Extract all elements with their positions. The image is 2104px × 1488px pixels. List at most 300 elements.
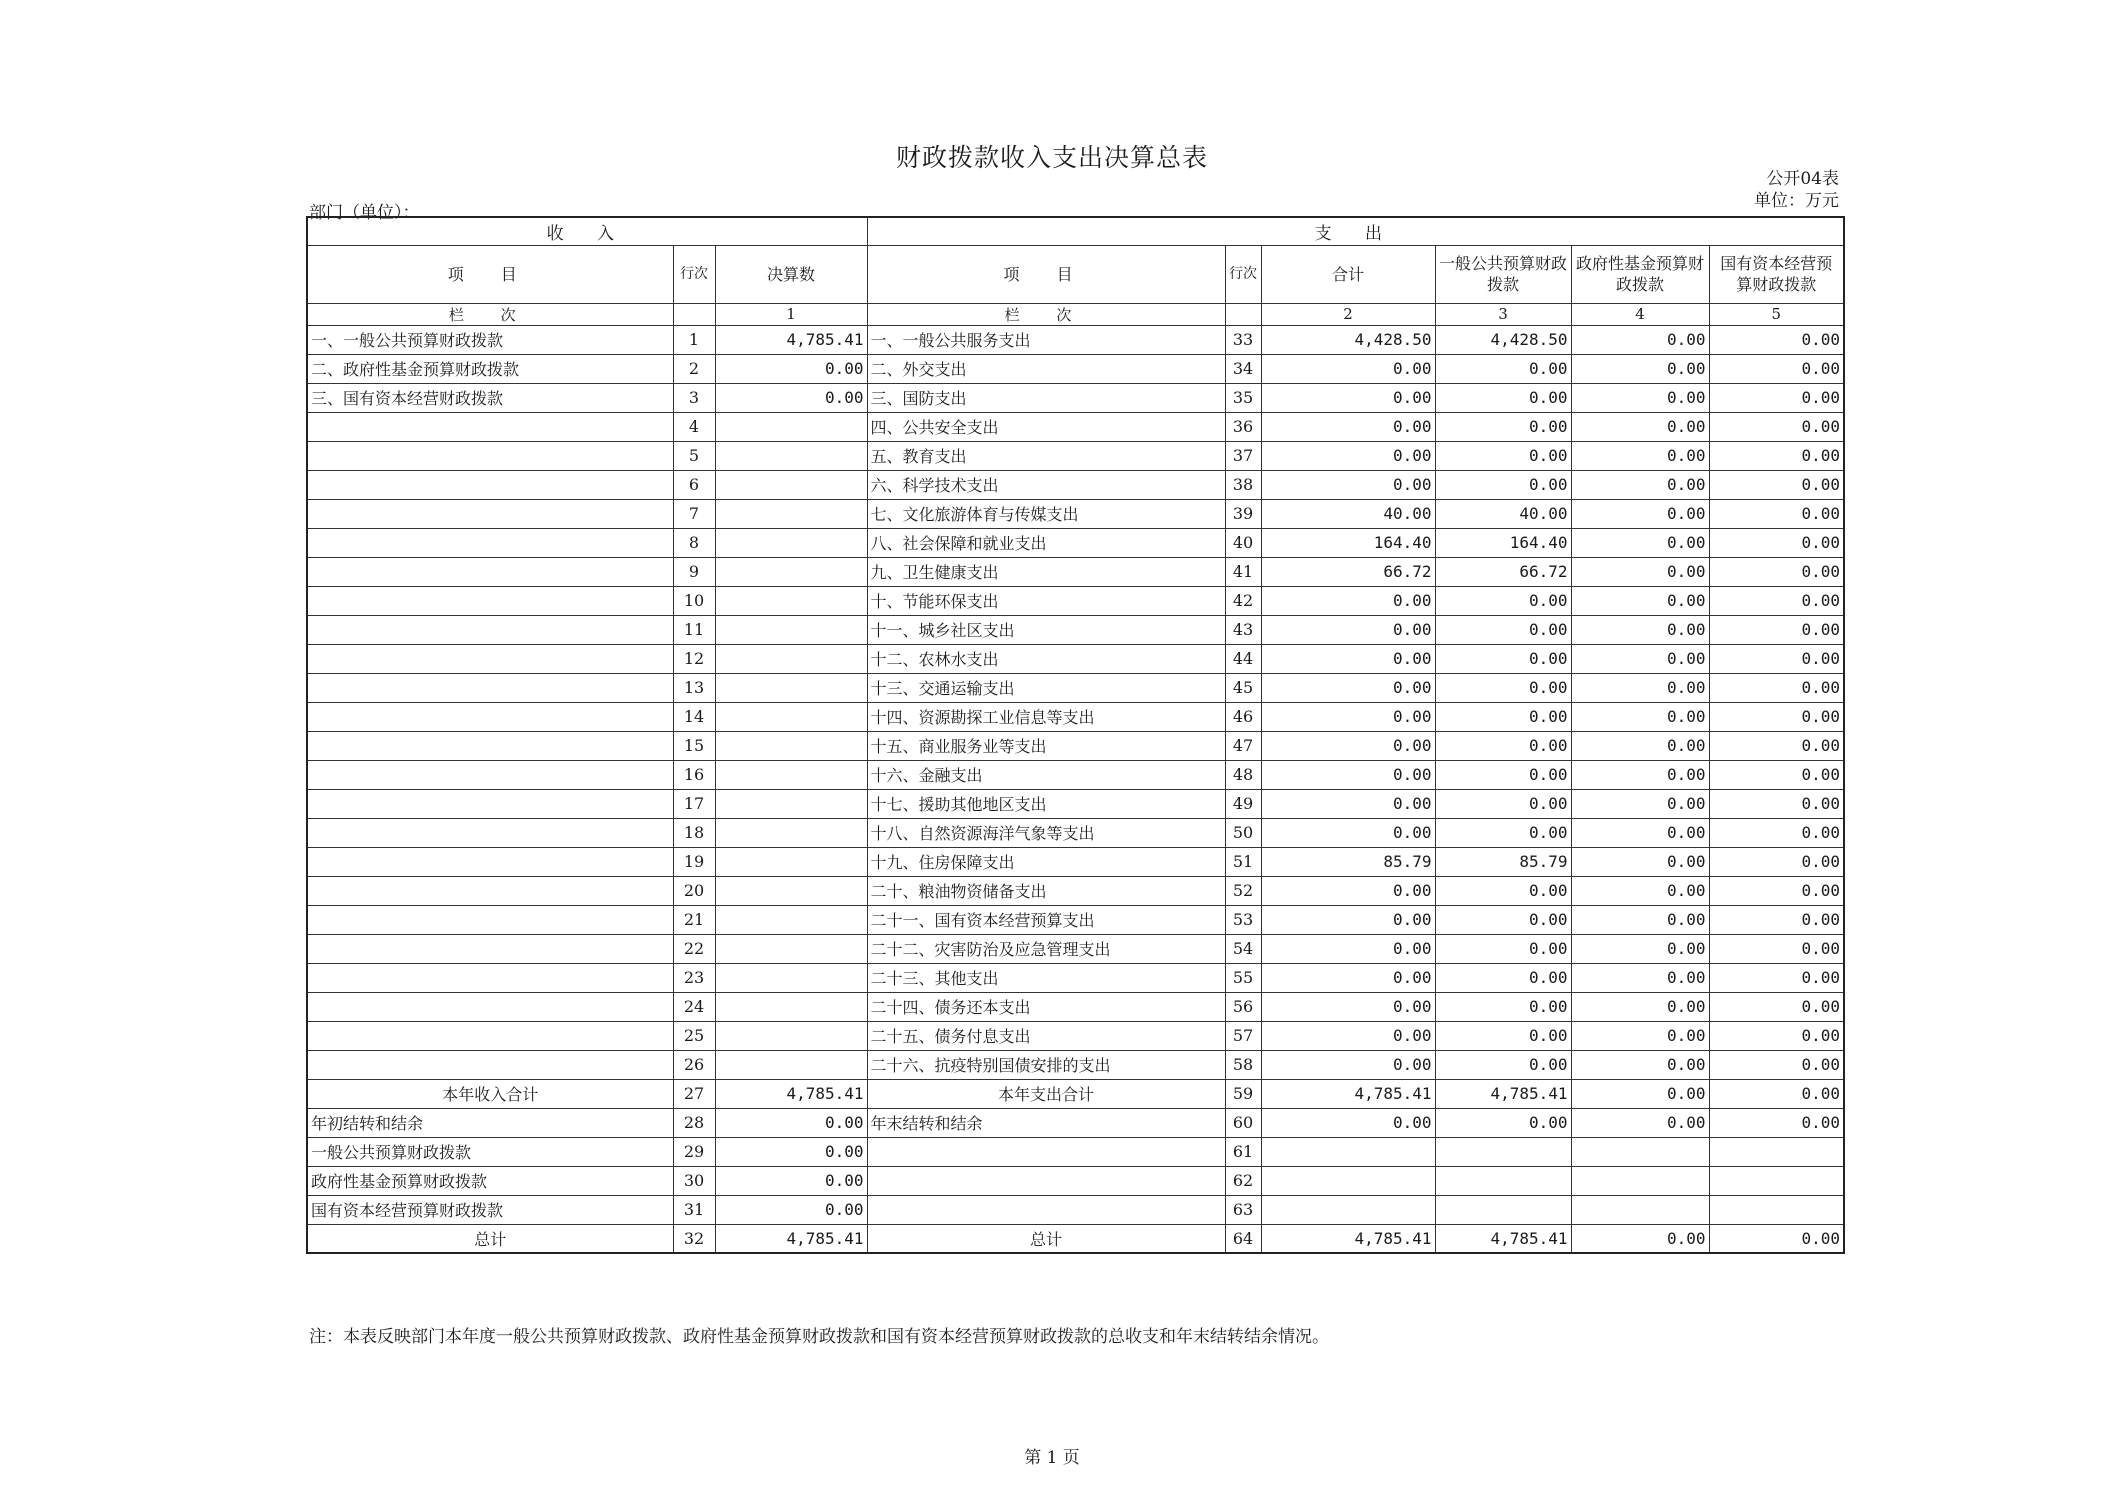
income-item-cell: 本年收入合计 [307, 1079, 673, 1108]
expense-item-cell: 十五、商业服务业等支出 [867, 731, 1225, 760]
income-row-number: 16 [673, 760, 715, 789]
expense-total: 0.00 [1261, 702, 1435, 731]
expense-item-cell: 二十三、其他支出 [867, 963, 1225, 992]
general-budget-amount [1435, 1166, 1571, 1195]
expense-total: 0.00 [1261, 818, 1435, 847]
expense-item-cell: 二十二、灾害防治及应急管理支出 [867, 934, 1225, 963]
state-capital-amount: 0.00 [1709, 383, 1844, 412]
general-budget-amount: 0.00 [1435, 441, 1571, 470]
general-budget-amount: 0.00 [1435, 963, 1571, 992]
expense-item-cell: 七、文化旅游体育与传媒支出 [867, 499, 1225, 528]
income-item-cell: 政府性基金预算财政拨款 [307, 1166, 673, 1195]
expense-row-number: 41 [1225, 557, 1261, 586]
income-row-number: 21 [673, 905, 715, 934]
income-row-number: 9 [673, 557, 715, 586]
table-row [307, 673, 1844, 702]
income-row-number: 7 [673, 499, 715, 528]
general-budget-amount: 0.00 [1435, 760, 1571, 789]
income-item-cell [307, 615, 673, 644]
expense-total: 0.00 [1261, 876, 1435, 905]
income-row-number: 8 [673, 528, 715, 557]
gov-fund-amount: 0.00 [1571, 354, 1709, 383]
state-capital-amount: 0.00 [1709, 1224, 1844, 1253]
gov-fund-amount: 0.00 [1571, 905, 1709, 934]
table-row [307, 905, 1844, 934]
expense-item-cell: 八、社会保障和就业支出 [867, 528, 1225, 557]
income-amount [715, 615, 867, 644]
state-capital-amount: 0.00 [1709, 963, 1844, 992]
expense-total [1261, 1166, 1435, 1195]
expense-item-cell: 九、卫生健康支出 [867, 557, 1225, 586]
gov-fund-amount: 0.00 [1571, 1224, 1709, 1253]
state-capital-amount: 0.00 [1709, 702, 1844, 731]
expense-row-number: 38 [1225, 470, 1261, 499]
table-row [307, 702, 1844, 731]
expense-item-cell: 总计 [867, 1224, 1225, 1253]
income-item-cell: 三、国有资本经营财政拨款 [307, 383, 673, 412]
state-capital-amount: 0.00 [1709, 325, 1844, 354]
income-amount [715, 731, 867, 760]
expense-total: 0.00 [1261, 586, 1435, 615]
income-item-cell: 年初结转和结余 [307, 1108, 673, 1137]
table-row [307, 615, 1844, 644]
income-amount: 0.00 [715, 1195, 867, 1224]
income-amount [715, 557, 867, 586]
income-row-number: 6 [673, 470, 715, 499]
income-item-cell [307, 412, 673, 441]
income-item-cell [307, 557, 673, 586]
table-row [307, 1137, 1844, 1166]
income-rowno-header: 行次 [673, 245, 715, 303]
table-row [307, 441, 1844, 470]
final-amount-header: 决算数 [715, 245, 867, 303]
general-budget-amount: 0.00 [1435, 586, 1571, 615]
state-capital-amount [1709, 1137, 1844, 1166]
income-item-cell [307, 441, 673, 470]
general-budget-amount: 0.00 [1435, 673, 1571, 702]
general-budget-amount: 4,785.41 [1435, 1224, 1571, 1253]
income-row-number: 20 [673, 876, 715, 905]
general-budget-amount [1435, 1137, 1571, 1166]
income-item-cell [307, 1050, 673, 1079]
gov-fund-amount: 0.00 [1571, 1050, 1709, 1079]
expense-item-cell: 十四、资源勘探工业信息等支出 [867, 702, 1225, 731]
expense-total: 0.00 [1261, 441, 1435, 470]
expense-item-cell: 十、节能环保支出 [867, 586, 1225, 615]
department-label: 部门（单位）： [309, 203, 420, 223]
gov-fund-amount: 0.00 [1571, 615, 1709, 644]
expense-total: 4,428.50 [1261, 325, 1435, 354]
table-row [307, 1224, 1844, 1253]
table-row [307, 586, 1844, 615]
expense-total: 0.00 [1261, 470, 1435, 499]
state-capital-amount: 0.00 [1709, 615, 1844, 644]
income-amount [715, 847, 867, 876]
gov-fund-amount: 0.00 [1571, 963, 1709, 992]
state-capital-amount: 0.00 [1709, 470, 1844, 499]
general-budget-amount: 4,785.41 [1435, 1079, 1571, 1108]
income-item-cell [307, 760, 673, 789]
expense-total: 0.00 [1261, 789, 1435, 818]
expense-total: 0.00 [1261, 644, 1435, 673]
general-budget-amount: 0.00 [1435, 876, 1571, 905]
state-capital-header: 国有资本经营预算财政拨款 [1709, 245, 1844, 303]
income-amount: 4,785.41 [715, 325, 867, 354]
state-capital-amount: 0.00 [1709, 673, 1844, 702]
income-amount [715, 818, 867, 847]
income-amount: 0.00 [715, 354, 867, 383]
table-row [307, 992, 1844, 1021]
expense-row-number: 56 [1225, 992, 1261, 1021]
income-amount [715, 528, 867, 557]
gov-fund-amount: 0.00 [1571, 1079, 1709, 1108]
table-row [307, 354, 1844, 383]
expense-row-number: 54 [1225, 934, 1261, 963]
gov-fund-amount: 0.00 [1571, 499, 1709, 528]
expense-item-cell: 十二、农林水支出 [867, 644, 1225, 673]
income-amount [715, 586, 867, 615]
general-budget-amount: 0.00 [1435, 905, 1571, 934]
expense-total: 40.00 [1261, 499, 1435, 528]
expense-total [1261, 1195, 1435, 1224]
general-budget-amount: 0.00 [1435, 731, 1571, 760]
gov-fund-amount: 0.00 [1571, 934, 1709, 963]
expense-row-number: 48 [1225, 760, 1261, 789]
page-number: 第 1 页 [1024, 1448, 1080, 1468]
income-item-cell [307, 876, 673, 905]
column-index-4: 4 [1571, 303, 1709, 325]
gov-fund-amount: 0.00 [1571, 992, 1709, 1021]
expense-total: 0.00 [1261, 354, 1435, 383]
expense-item-cell: 一、一般公共服务支出 [867, 325, 1225, 354]
expense-row-number: 53 [1225, 905, 1261, 934]
income-item-cell [307, 905, 673, 934]
expense-item-cell: 本年支出合计 [867, 1079, 1225, 1108]
income-item-cell [307, 702, 673, 731]
income-row-number: 12 [673, 644, 715, 673]
gov-fund-header: 政府性基金预算财政拨款 [1571, 245, 1709, 303]
state-capital-amount: 0.00 [1709, 412, 1844, 441]
income-item-cell [307, 731, 673, 760]
table-row [307, 934, 1844, 963]
income-row-number: 18 [673, 818, 715, 847]
expense-row-number: 50 [1225, 818, 1261, 847]
income-row-number: 25 [673, 1021, 715, 1050]
expense-item-cell: 二十一、国有资本经营预算支出 [867, 905, 1225, 934]
income-amount [715, 789, 867, 818]
income-item-cell [307, 644, 673, 673]
expense-item-cell: 五、教育支出 [867, 441, 1225, 470]
expense-total: 0.00 [1261, 731, 1435, 760]
expense-row-number: 59 [1225, 1079, 1261, 1108]
expense-row-number: 45 [1225, 673, 1261, 702]
gov-fund-amount: 0.00 [1571, 412, 1709, 441]
gov-fund-amount: 0.00 [1571, 731, 1709, 760]
expense-item-cell [867, 1137, 1225, 1166]
expense-total: 0.00 [1261, 383, 1435, 412]
expense-item-cell [867, 1195, 1225, 1224]
income-group-header: 收 入 [307, 217, 867, 245]
expense-item-cell: 十八、自然资源海洋气象等支出 [867, 818, 1225, 847]
gov-fund-amount: 0.00 [1571, 557, 1709, 586]
income-row-number: 19 [673, 847, 715, 876]
income-row-number: 28 [673, 1108, 715, 1137]
income-item-header: 项 目 [307, 245, 673, 303]
income-row-number: 31 [673, 1195, 715, 1224]
state-capital-amount: 0.00 [1709, 760, 1844, 789]
expense-row-number: 42 [1225, 586, 1261, 615]
state-capital-amount: 0.00 [1709, 644, 1844, 673]
expense-rowno-header: 行次 [1225, 245, 1261, 303]
expense-row-number: 49 [1225, 789, 1261, 818]
expense-total: 0.00 [1261, 934, 1435, 963]
income-amount [715, 644, 867, 673]
expense-total: 0.00 [1261, 673, 1435, 702]
expense-row-number: 58 [1225, 1050, 1261, 1079]
gov-fund-amount: 0.00 [1571, 470, 1709, 499]
state-capital-amount: 0.00 [1709, 731, 1844, 760]
income-row-number: 13 [673, 673, 715, 702]
expense-item-cell: 十九、住房保障支出 [867, 847, 1225, 876]
income-row-number: 17 [673, 789, 715, 818]
general-budget-amount: 0.00 [1435, 1021, 1571, 1050]
expense-total: 4,785.41 [1261, 1224, 1435, 1253]
table-row [307, 963, 1844, 992]
expense-item-cell: 年末结转和结余 [867, 1108, 1225, 1137]
expense-total: 0.00 [1261, 760, 1435, 789]
income-item-cell [307, 934, 673, 963]
gov-fund-amount: 0.00 [1571, 383, 1709, 412]
expense-total: 0.00 [1261, 992, 1435, 1021]
income-amount: 0.00 [715, 1137, 867, 1166]
expense-row-number: 62 [1225, 1166, 1261, 1195]
state-capital-amount: 0.00 [1709, 557, 1844, 586]
table-row [307, 731, 1844, 760]
table-row [307, 1195, 1844, 1224]
total-header: 合计 [1261, 245, 1435, 303]
expense-row-number: 37 [1225, 441, 1261, 470]
general-budget-amount: 85.79 [1435, 847, 1571, 876]
expense-total: 164.40 [1261, 528, 1435, 557]
expense-row-number: 63 [1225, 1195, 1261, 1224]
table-row [307, 528, 1844, 557]
income-amount: 0.00 [715, 1166, 867, 1195]
expense-row-number: 61 [1225, 1137, 1261, 1166]
table-row [307, 760, 1844, 789]
table-row [307, 1021, 1844, 1050]
income-amount [715, 905, 867, 934]
income-amount [715, 412, 867, 441]
table-row [307, 644, 1844, 673]
income-item-cell [307, 992, 673, 1021]
table-row [307, 876, 1844, 905]
table-row [307, 557, 1844, 586]
income-amount [715, 963, 867, 992]
state-capital-amount: 0.00 [1709, 905, 1844, 934]
gov-fund-amount [1571, 1195, 1709, 1224]
general-budget-amount: 0.00 [1435, 789, 1571, 818]
state-capital-amount [1709, 1166, 1844, 1195]
income-amount: 4,785.41 [715, 1079, 867, 1108]
expense-item-cell: 十一、城乡社区支出 [867, 615, 1225, 644]
expense-row-number: 39 [1225, 499, 1261, 528]
income-amount [715, 876, 867, 905]
income-item-cell: 总计 [307, 1224, 673, 1253]
expense-row-number: 44 [1225, 644, 1261, 673]
income-item-cell [307, 673, 673, 702]
expense-row-number: 55 [1225, 963, 1261, 992]
gov-fund-amount: 0.00 [1571, 673, 1709, 702]
table-row [307, 847, 1844, 876]
table-row [307, 383, 1844, 412]
gov-fund-amount: 0.00 [1571, 789, 1709, 818]
budget-table [306, 216, 1845, 1254]
expense-row-number: 43 [1225, 615, 1261, 644]
expense-row-number: 35 [1225, 383, 1261, 412]
income-row-number: 10 [673, 586, 715, 615]
income-row-number: 11 [673, 615, 715, 644]
income-row-number: 14 [673, 702, 715, 731]
income-item-cell: 二、政府性基金预算财政拨款 [307, 354, 673, 383]
expense-total: 0.00 [1261, 615, 1435, 644]
column-index-5: 5 [1709, 303, 1844, 325]
table-row [307, 789, 1844, 818]
income-item-cell [307, 528, 673, 557]
income-column-label: 栏 次 [307, 303, 673, 325]
expense-total: 4,785.41 [1261, 1079, 1435, 1108]
general-budget-amount: 0.00 [1435, 412, 1571, 441]
income-row-number: 3 [673, 383, 715, 412]
expense-total: 66.72 [1261, 557, 1435, 586]
expense-total: 0.00 [1261, 1021, 1435, 1050]
table-row [307, 818, 1844, 847]
general-budget-amount: 0.00 [1435, 383, 1571, 412]
expense-item-cell: 二十四、债务还本支出 [867, 992, 1225, 1021]
state-capital-amount: 0.00 [1709, 847, 1844, 876]
state-capital-amount: 0.00 [1709, 992, 1844, 1021]
income-item-cell: 一、一般公共预算财政拨款 [307, 325, 673, 354]
income-row-number: 2 [673, 354, 715, 383]
state-capital-amount: 0.00 [1709, 1021, 1844, 1050]
expense-row-number: 36 [1225, 412, 1261, 441]
general-budget-amount: 164.40 [1435, 528, 1571, 557]
income-amount [715, 441, 867, 470]
unit-label: 单位：万元 [1754, 191, 1839, 211]
income-amount [715, 992, 867, 1021]
income-item-cell: 一般公共预算财政拨款 [307, 1137, 673, 1166]
expense-column-label: 栏 次 [867, 303, 1225, 325]
expense-item-cell: 十七、援助其他地区支出 [867, 789, 1225, 818]
expense-row-number: 52 [1225, 876, 1261, 905]
expense-item-cell: 十三、交通运输支出 [867, 673, 1225, 702]
gov-fund-amount: 0.00 [1571, 1108, 1709, 1137]
general-budget-amount: 0.00 [1435, 644, 1571, 673]
expense-total: 0.00 [1261, 1050, 1435, 1079]
expense-row-number: 60 [1225, 1108, 1261, 1137]
expense-item-cell: 十六、金融支出 [867, 760, 1225, 789]
gov-fund-amount: 0.00 [1571, 876, 1709, 905]
general-budget-amount: 0.00 [1435, 1108, 1571, 1137]
expense-row-number: 40 [1225, 528, 1261, 557]
income-amount: 0.00 [715, 383, 867, 412]
gov-fund-amount: 0.00 [1571, 847, 1709, 876]
gov-fund-amount: 0.00 [1571, 702, 1709, 731]
expense-total: 85.79 [1261, 847, 1435, 876]
state-capital-amount: 0.00 [1709, 1050, 1844, 1079]
expense-row-number: 57 [1225, 1021, 1261, 1050]
expense-item-cell: 四、公共安全支出 [867, 412, 1225, 441]
income-row-number: 24 [673, 992, 715, 1021]
general-budget-amount: 0.00 [1435, 992, 1571, 1021]
income-row-number: 26 [673, 1050, 715, 1079]
state-capital-amount: 0.00 [1709, 1108, 1844, 1137]
income-amount: 0.00 [715, 1108, 867, 1137]
gov-fund-amount [1571, 1166, 1709, 1195]
table-row [307, 470, 1844, 499]
general-budget-amount: 0.00 [1435, 615, 1571, 644]
income-item-cell [307, 818, 673, 847]
income-amount [715, 934, 867, 963]
income-item-cell [307, 1021, 673, 1050]
income-amount [715, 499, 867, 528]
table-row [307, 1108, 1844, 1137]
general-budget-amount: 66.72 [1435, 557, 1571, 586]
expense-total: 0.00 [1261, 905, 1435, 934]
income-row-number: 5 [673, 441, 715, 470]
expense-total [1261, 1137, 1435, 1166]
gov-fund-amount: 0.00 [1571, 441, 1709, 470]
income-row-number: 23 [673, 963, 715, 992]
page-title: 财政拨款收入支出决算总表 [895, 143, 1208, 172]
expense-item-cell: 二、外交支出 [867, 354, 1225, 383]
gov-fund-amount: 0.00 [1571, 644, 1709, 673]
general-budget-amount: 40.00 [1435, 499, 1571, 528]
income-item-cell: 国有资本经营预算财政拨款 [307, 1195, 673, 1224]
income-item-cell [307, 963, 673, 992]
income-amount [715, 702, 867, 731]
expense-row-number: 33 [1225, 325, 1261, 354]
general-budget-header: 一般公共预算财政拨款 [1435, 245, 1571, 303]
income-item-cell [307, 847, 673, 876]
expense-item-cell: 三、国防支出 [867, 383, 1225, 412]
expense-total: 0.00 [1261, 412, 1435, 441]
gov-fund-amount: 0.00 [1571, 325, 1709, 354]
gov-fund-amount: 0.00 [1571, 586, 1709, 615]
gov-fund-amount: 0.00 [1571, 528, 1709, 557]
table-row [307, 1079, 1844, 1108]
expense-row-number: 47 [1225, 731, 1261, 760]
income-item-cell [307, 789, 673, 818]
income-item-cell [307, 586, 673, 615]
general-budget-amount: 0.00 [1435, 354, 1571, 383]
state-capital-amount: 0.00 [1709, 441, 1844, 470]
gov-fund-amount [1571, 1137, 1709, 1166]
general-budget-amount: 0.00 [1435, 1050, 1571, 1079]
income-column-index-blank [673, 303, 715, 325]
state-capital-amount: 0.00 [1709, 528, 1844, 557]
income-amount [715, 470, 867, 499]
general-budget-amount: 0.00 [1435, 470, 1571, 499]
gov-fund-amount: 0.00 [1571, 1021, 1709, 1050]
table-row [307, 1050, 1844, 1079]
form-code: 公开04表 [1766, 169, 1839, 189]
expense-column-index-blank [1225, 303, 1261, 325]
table-row [307, 1166, 1844, 1195]
state-capital-amount: 0.00 [1709, 876, 1844, 905]
income-item-cell [307, 470, 673, 499]
state-capital-amount [1709, 1195, 1844, 1224]
expense-item-cell [867, 1166, 1225, 1195]
